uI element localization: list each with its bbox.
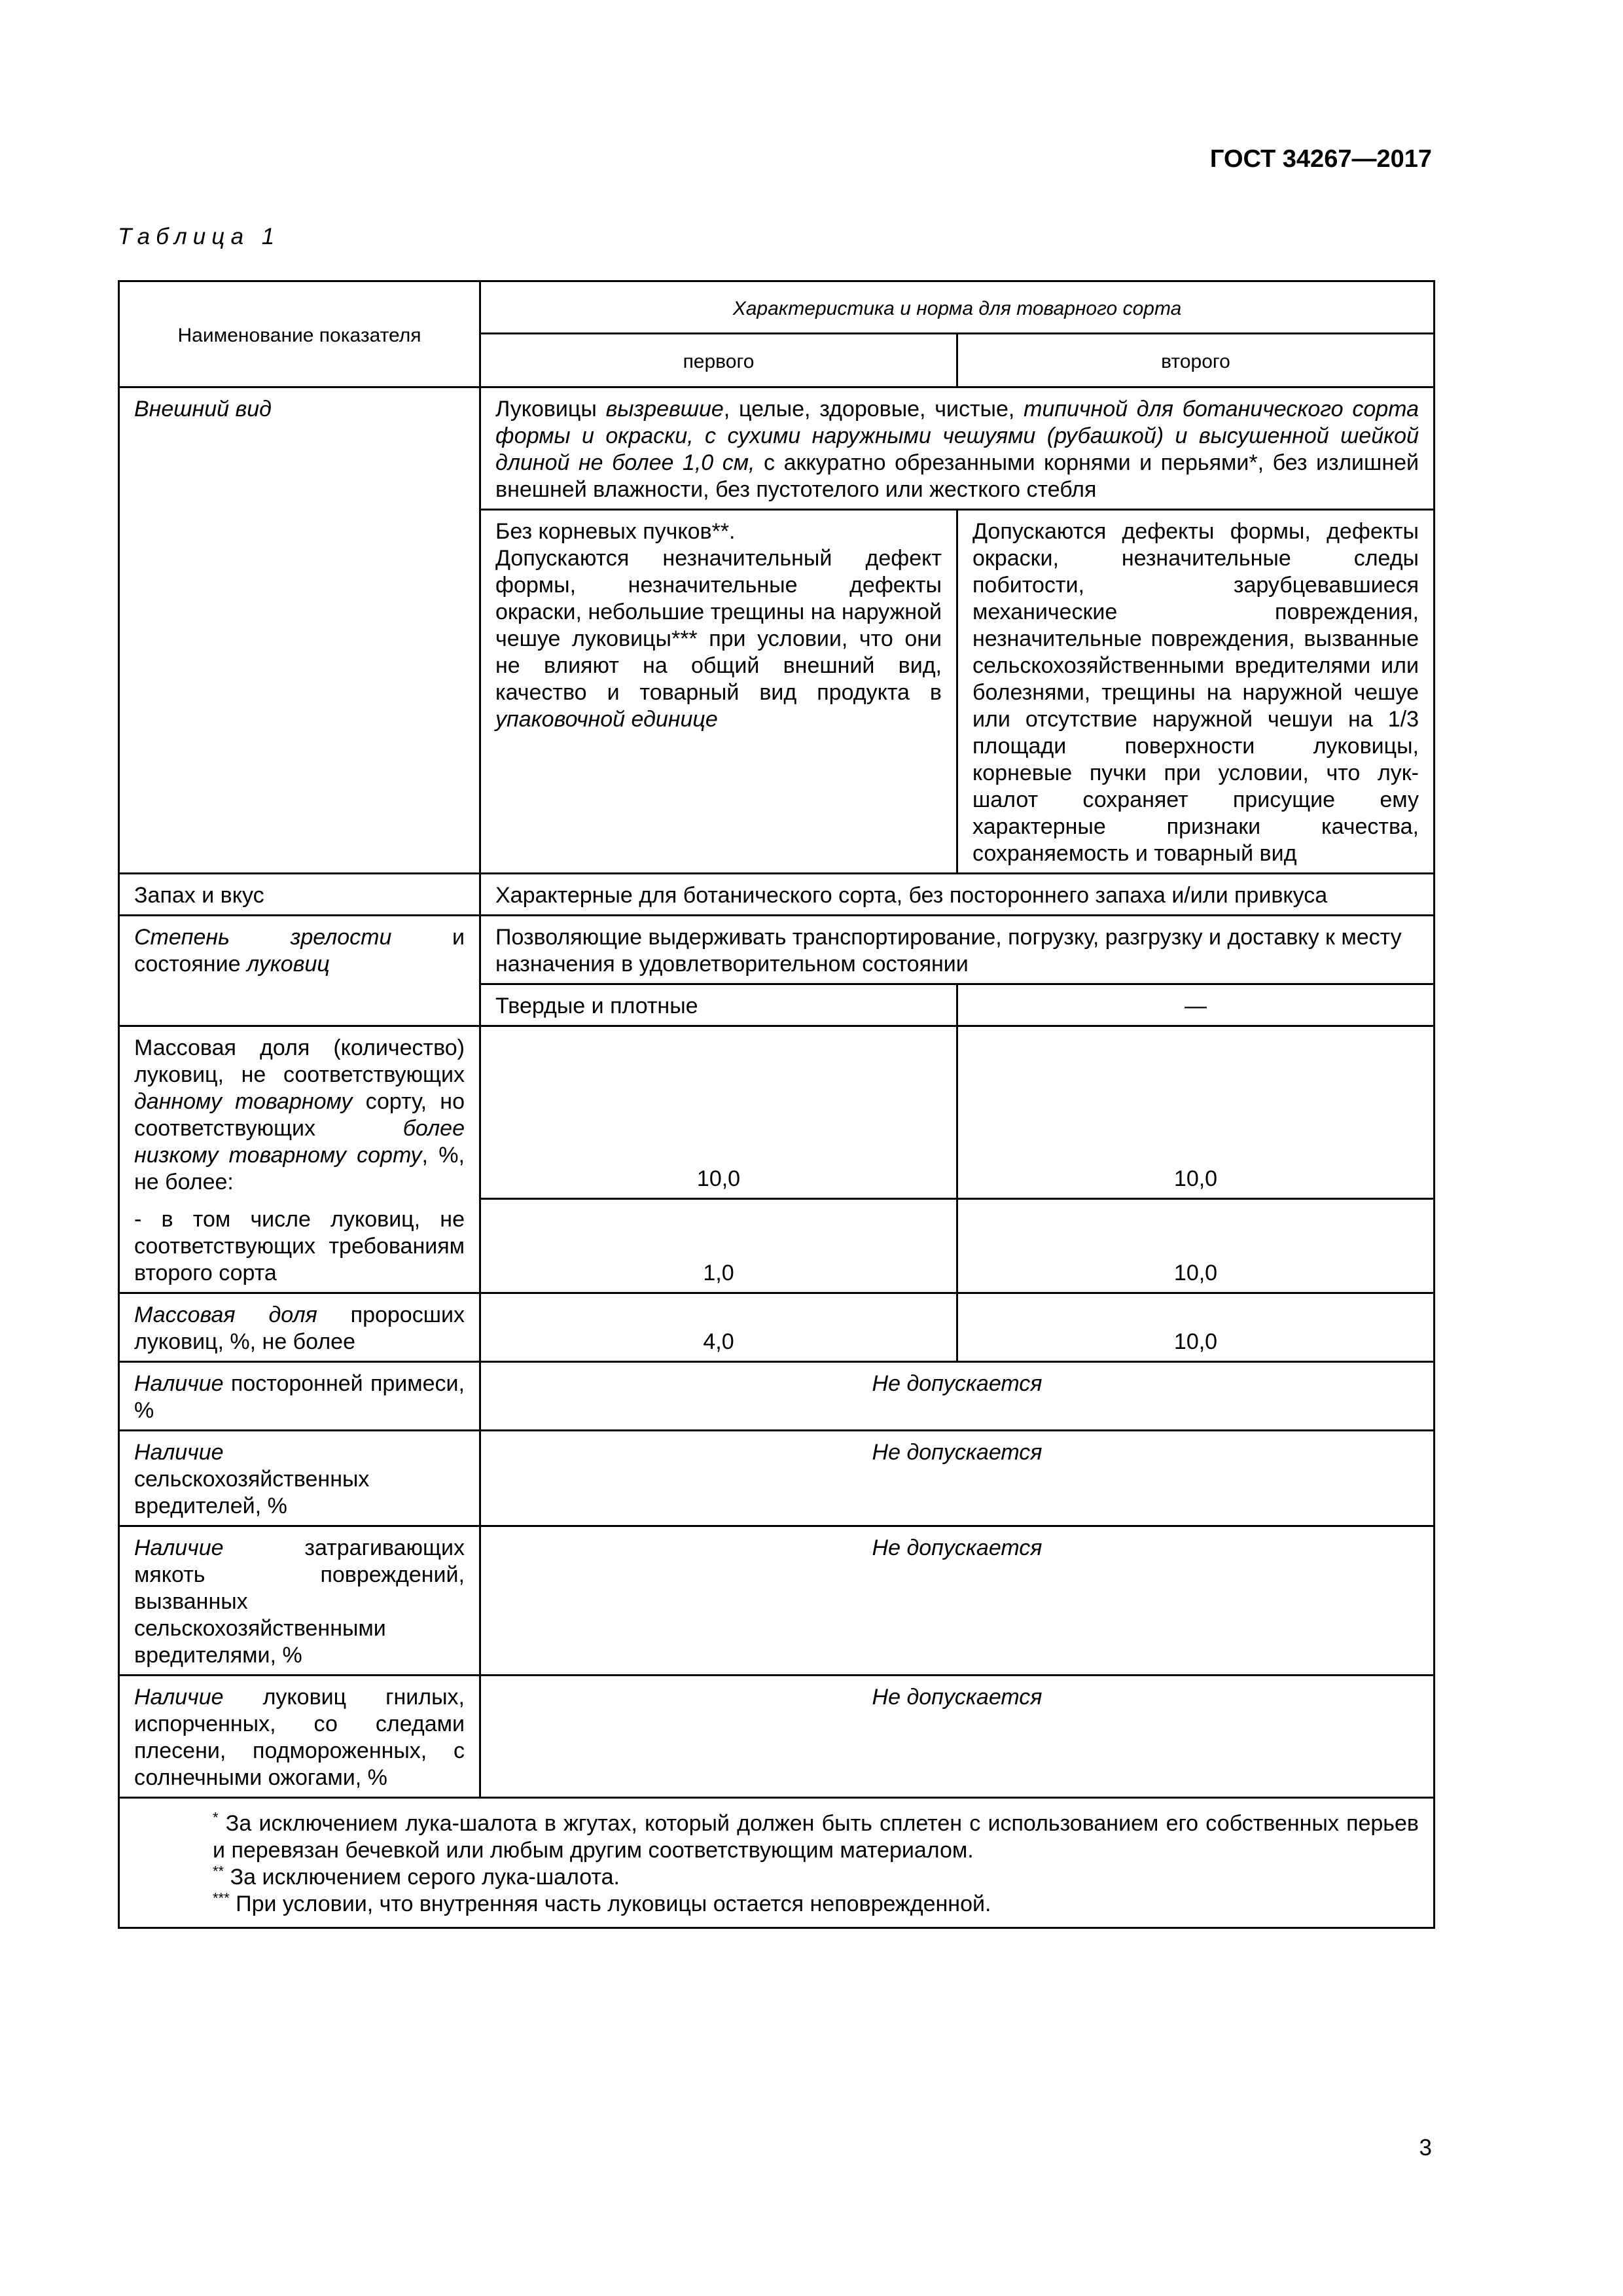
header-second-grade: второго bbox=[957, 334, 1435, 387]
table-row bbox=[119, 874, 1435, 916]
pests-value: Не допускается bbox=[480, 1431, 1435, 1526]
header-group: Характеристика и норма для товарного сорта bbox=[480, 281, 1435, 334]
defects-first-grade: Без корневых пучков**. Допускаются незначительный дефект формы, незначительные дефекты окраски, небольшие трещины на наружной чешуе луковицы*** при условии, что они не влияют на общий внешний вид, качество и товарный вид продукта в упаковочной единице bbox=[480, 510, 957, 874]
row-label-sprouted: Массовая доля проросших луковиц, %, не более bbox=[119, 1293, 480, 1362]
empty-label-cell bbox=[119, 510, 480, 874]
foreign-matter-value: Не допускается bbox=[480, 1362, 1435, 1431]
pest-damage-value: Не допускается bbox=[480, 1526, 1435, 1676]
second-grade-mismatch-second: 10,0 bbox=[957, 1198, 1435, 1293]
sprouted-first: 4,0 bbox=[480, 1293, 957, 1362]
table-row bbox=[119, 1198, 1435, 1293]
table-row bbox=[119, 1431, 1435, 1526]
table-row bbox=[119, 916, 1435, 984]
maturity-value: Позволяющие выдерживать транспортирование, погрузку, разгрузку и доставку к месту назначения в удовлетворительном состоянии bbox=[480, 916, 1435, 984]
table-row bbox=[119, 1293, 1435, 1362]
table-row bbox=[119, 1676, 1435, 1798]
table-row bbox=[119, 1026, 1435, 1199]
row-label-maturity: Степень зрелости и состояние луковиц bbox=[119, 916, 480, 1026]
appearance-text: Луковицы вызревшие, целые, здоровые, чистые, типичной для ботанического сорта формы и окраски, с сухими наружными чешуями (рубашкой) и высушенной шейкой длиной не более 1,0 см, с аккуратно обрезанными корнями и перьями*, без излишней внешней влажности, без пустотелого или жесткого стебля bbox=[480, 387, 1435, 510]
sprouted-second: 10,0 bbox=[957, 1293, 1435, 1362]
mass-share-second: 10,0 bbox=[957, 1026, 1435, 1199]
row-label-second-grade-mismatch: - в том числе луковиц, не соответствующих требованиям второго сорта bbox=[119, 1198, 480, 1293]
table-caption: Таблица 1 bbox=[118, 224, 281, 249]
mass-share-first: 10,0 bbox=[480, 1026, 957, 1199]
page-number: 3 bbox=[1419, 2135, 1432, 2161]
smell-value: Характерные для ботанического сорта, без постороннего запаха и/или привкуса bbox=[480, 874, 1435, 916]
row-label-foreign-matter: Наличие посторонней примеси, % bbox=[119, 1362, 480, 1431]
row-label-pests: Наличие сельскохозяйственных вредителей, % bbox=[119, 1431, 480, 1526]
quality-table bbox=[118, 280, 1435, 1929]
table-row bbox=[119, 1362, 1435, 1431]
table-row bbox=[119, 510, 1435, 874]
firm-second-grade: — bbox=[957, 984, 1435, 1026]
table-row bbox=[119, 1526, 1435, 1676]
table-row bbox=[119, 1798, 1435, 1928]
header-first-grade: первого bbox=[480, 334, 957, 387]
footnote-3: *** При условии, что внутренняя часть луковицы остается неповрежденной. bbox=[213, 1890, 991, 1916]
row-label-mass-share: Массовая доля (количество) луковиц, не соответствующих данному товарному сорту, но соответствующих более низкому товарному сорту, %, не более: bbox=[119, 1026, 480, 1199]
table-footnotes bbox=[119, 1798, 1435, 1928]
footnote-2: ** За исключением серого лука-шалота. bbox=[213, 1863, 620, 1890]
row-label-pest-damage: Наличие затрагивающих мякоть повреждений, вызванных сельскохозяйственными вредителями, % bbox=[119, 1526, 480, 1676]
document-code: ГОСТ 34267—2017 bbox=[1209, 145, 1432, 173]
row-label-rotten: Наличие луковиц гнилых, испорченных, со следами плесени, подмороженных, с солнечными ожогами, % bbox=[119, 1676, 480, 1798]
second-grade-mismatch-first: 1,0 bbox=[480, 1198, 957, 1293]
row-label-smell: Запах и вкус bbox=[119, 874, 480, 916]
defects-second-grade: Допускаются дефекты формы, дефекты окраски, незначительные следы побитости, зарубцевавшиеся механические повреждения, незначительные повреждения, вызванные сельскохозяйственными вредителями или болезнями, трещины на наружной чешуе или отсутствие наружной чешуи на 1/3 площади поверхности луковицы, корневые пучки при условии, что лук-шалот сохраняет присущие ему характерные признаки качества, сохраняемость и товарный вид bbox=[957, 510, 1435, 874]
table-row bbox=[119, 387, 1435, 510]
rotten-value: Не допускается bbox=[480, 1676, 1435, 1798]
firm-first-grade: Твердые и плотные bbox=[480, 984, 957, 1026]
header-indicator-name: Наименование показателя bbox=[119, 281, 480, 387]
row-label-appearance: Внешний вид bbox=[119, 387, 480, 510]
footnote-1: * За исключением лука-шалота в жгутах, который должен быть сплетен с использованием его собственных перьев и перевязан бечевкой или любым другим соответствующим материалом. bbox=[213, 1809, 1419, 1863]
